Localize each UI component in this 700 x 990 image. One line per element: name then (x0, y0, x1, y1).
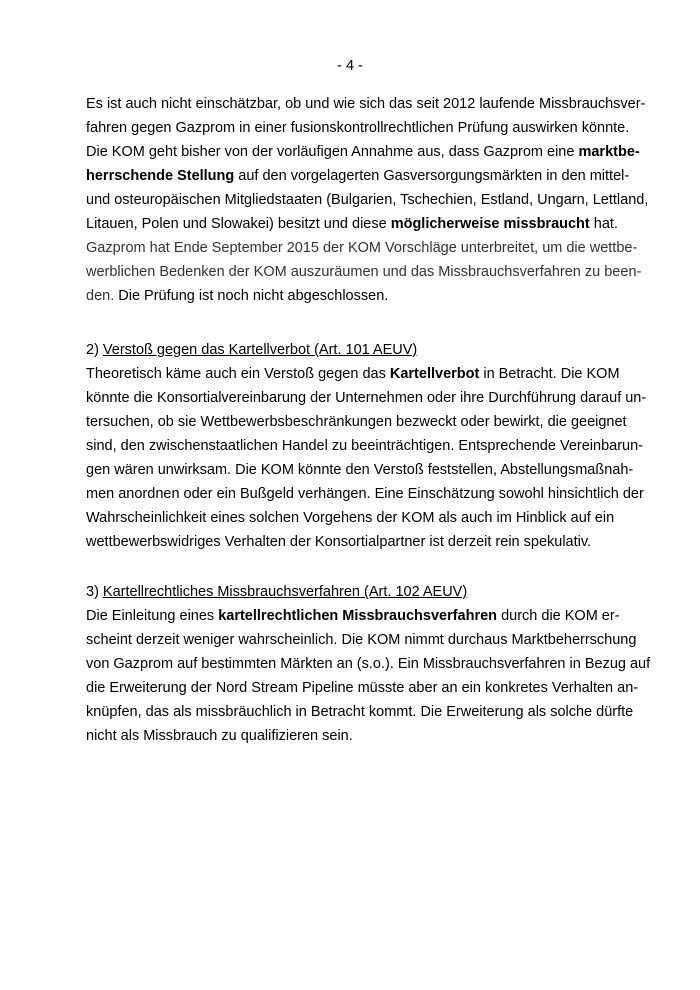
text-span: durch die KOM er- (497, 608, 620, 624)
text-line: tersuchen, ob sie Wettbewerbsbeschränkungen bezweckt oder bewirkt, die geeignet (86, 414, 627, 430)
text-line: die Erweiterung der Nord Stream Pipeline müsste aber an ein konkretes Verhalten an- (86, 680, 639, 696)
text-line: nicht als Missbrauch zu qualifizieren sein. (86, 728, 353, 744)
text-line: wettbewerbswidriges Verhalten der Konsortialpartner ist derzeit rein spekulativ. (86, 534, 592, 550)
text-line: und osteuropäischen Mitgliedstaaten (Bulgarien, Tschechien, Estland, Ungarn, Lettland, (86, 192, 649, 208)
text-span: hat. (589, 216, 618, 232)
section-heading (86, 340, 417, 360)
text-line: men anordnen oder ein Bußgeld verhängen. Eine Einschätzung sowohl hinsichtlich der (86, 486, 644, 502)
text-line (86, 364, 620, 384)
section-number: 3) (86, 584, 103, 600)
text-line: könnte die Konsortialvereinbarung der Unternehmen oder ihre Durchführung darauf un- (86, 390, 647, 406)
bold-text: möglicherweise missbraucht (390, 216, 590, 232)
bold-text: herrschende Stellung (86, 168, 235, 184)
bold-text: kartellrechtlichen Missbrauchsverfahren (218, 608, 498, 624)
text-line (86, 286, 388, 306)
text-span: Theoretisch käme auch ein Verstoß gegen das (86, 366, 390, 382)
bold-text: Kartellverbot (389, 366, 480, 382)
text-line: Wahrscheinlichkeit eines solchen Vorgehens der KOM als auch im Hinblick auf ein (86, 510, 615, 526)
text-line (86, 214, 618, 234)
section-heading (86, 582, 467, 602)
text-span: Die Prüfung ist noch nicht abgeschlossen. (114, 288, 389, 304)
text-line: scheint derzeit weniger wahrscheinlich. Die KOM nimmt durchaus Marktbeherrschung (86, 632, 637, 648)
text-line: Es ist auch nicht einschätzbar, ob und wie sich das seit 2012 laufende Missbrauchsver- (86, 96, 646, 112)
text-line (86, 142, 640, 162)
section-title: Verstoß gegen das Kartellverbot (Art. 101 AEUV) (102, 342, 418, 358)
text-line: gen wären unwirksam. Die KOM könnte den Verstoß feststellen, Abstellungsmaßnah- (86, 462, 634, 478)
text-line: sind, den zwischenstaatlichen Handel zu beeinträchtigen. Entsprechende Vereinbarun- (86, 438, 643, 454)
bold-text: marktbe- (578, 144, 640, 160)
page-number: - 4 - (337, 58, 363, 74)
text-span: den. (86, 288, 115, 304)
section-number: 2) (86, 342, 103, 358)
text-span: Die KOM geht bisher von der vorläufigen Annahme aus, dass Gazprom eine (86, 144, 579, 160)
text-line (86, 166, 629, 186)
text-span: auf den vorgelagerten Gasversorgungsmärkten in den mittel- (234, 168, 630, 184)
text-line: von Gazprom auf bestimmten Märkten an (s.o.). Ein Missbrauchsverfahren in Bezug auf (86, 656, 651, 672)
text-line (86, 606, 620, 626)
text-line: fahren gegen Gazprom in einer fusionskontrollrechtlichen Prüfung auswirken könnte. (86, 120, 630, 136)
text-span: Die Einleitung eines (86, 608, 219, 624)
text-span: Litauen, Polen und Slowakei) besitzt und diese (86, 216, 391, 232)
text-line: Gazprom hat Ende September 2015 der KOM Vorschläge unterbreitet, um die wettbe- (86, 240, 638, 256)
text-span: in Betracht. Die KOM (479, 366, 620, 382)
text-line: werblichen Bedenken der KOM auszuräumen und das Missbrauchsverfahren zu been- (86, 264, 642, 280)
text-line: knüpfen, das als missbräuchlich in Betracht kommt. Die Erweiterung als solche dürfte (86, 704, 634, 720)
section-title: Kartellrechtliches Missbrauchsverfahren (Art. 102 AEUV) (102, 584, 468, 600)
